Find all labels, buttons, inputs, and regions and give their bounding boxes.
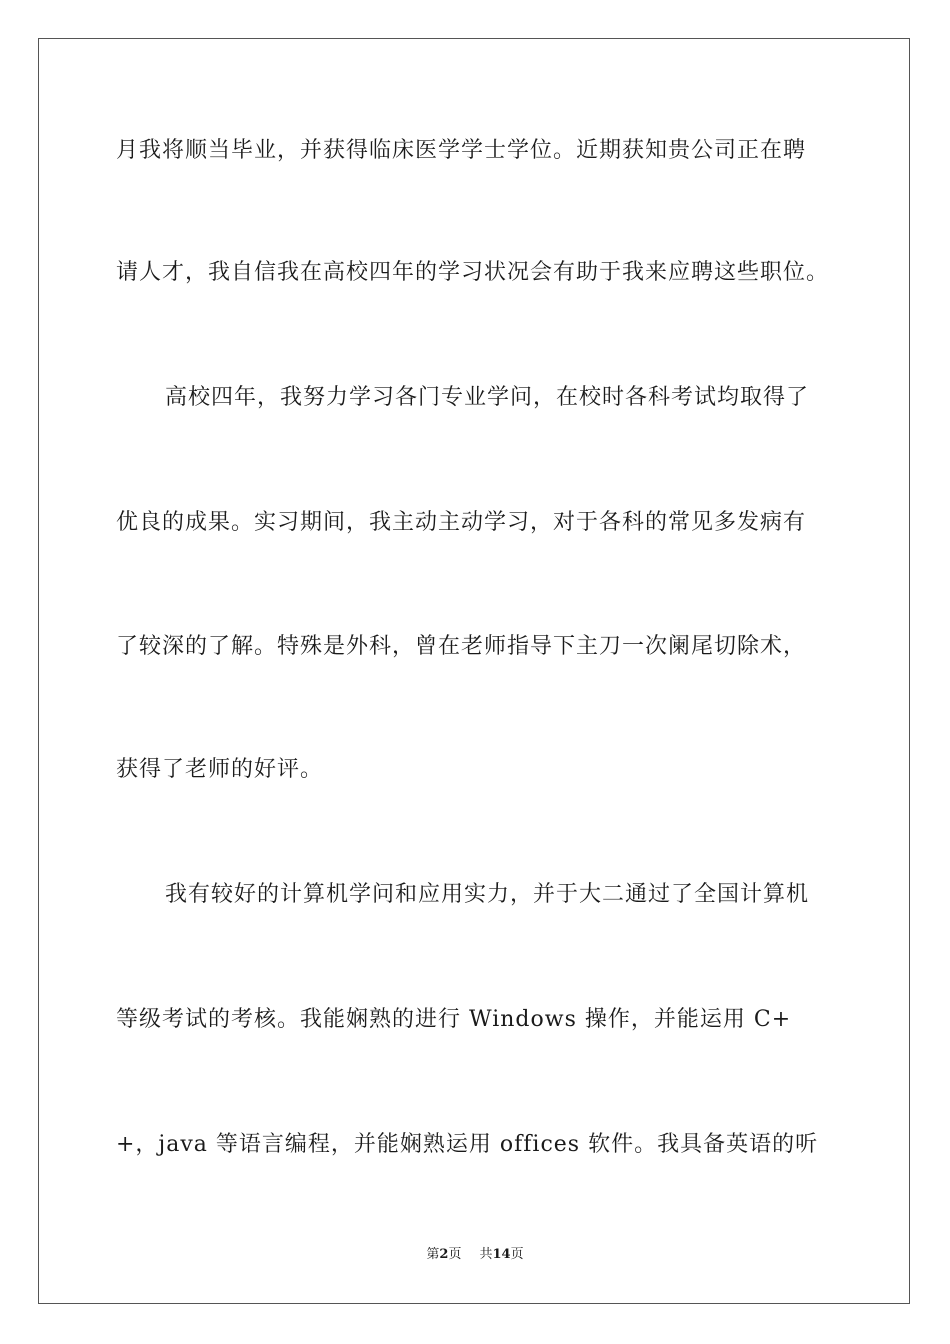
total-prefix: 共 [479, 1247, 493, 1262]
text-line-6: 获得了老师的好评。 [116, 757, 324, 782]
text-line-1: 月我将顺当毕业，并获得临床医学学士学位。近期获知贵公司正在聘 [116, 138, 807, 163]
total-suffix: 页 [510, 1247, 524, 1262]
page-footer [0, 1246, 950, 1264]
page-border [38, 38, 910, 1304]
page-prefix: 第 [426, 1247, 440, 1262]
paragraph-3-line-1: 我有较好的计算机学问和应用实力，并于大二通过了全国计算机 [165, 882, 810, 907]
paragraph-2-line-1: 高校四年，我努力学习各门专业学问，在校时各科考试均取得了 [165, 385, 810, 410]
text-line-5: 了较深的了解。特殊是外科，曾在老师指导下主刀一次阑尾切除术， [116, 634, 807, 659]
text-line-9: +，java 等语言编程，并能娴熟运用 offices 软件。我具备英语的听 [116, 1132, 819, 1157]
text-line-4: 优良的成果。实习期间，我主动主动学习，对于各科的常见多发病有 [116, 510, 807, 535]
text-line-8: 等级考试的考核。我能娴熟的进行 Windows 操作，并能运用 C+ [116, 1007, 792, 1032]
text-line-2: 请人才，我自信我在高校四年的学习状况会有助于我来应聘这些职位。 [116, 260, 830, 285]
total-pages: 14 [492, 1247, 511, 1262]
page-suffix: 页 [448, 1247, 462, 1262]
page-number: 2 [439, 1247, 449, 1262]
